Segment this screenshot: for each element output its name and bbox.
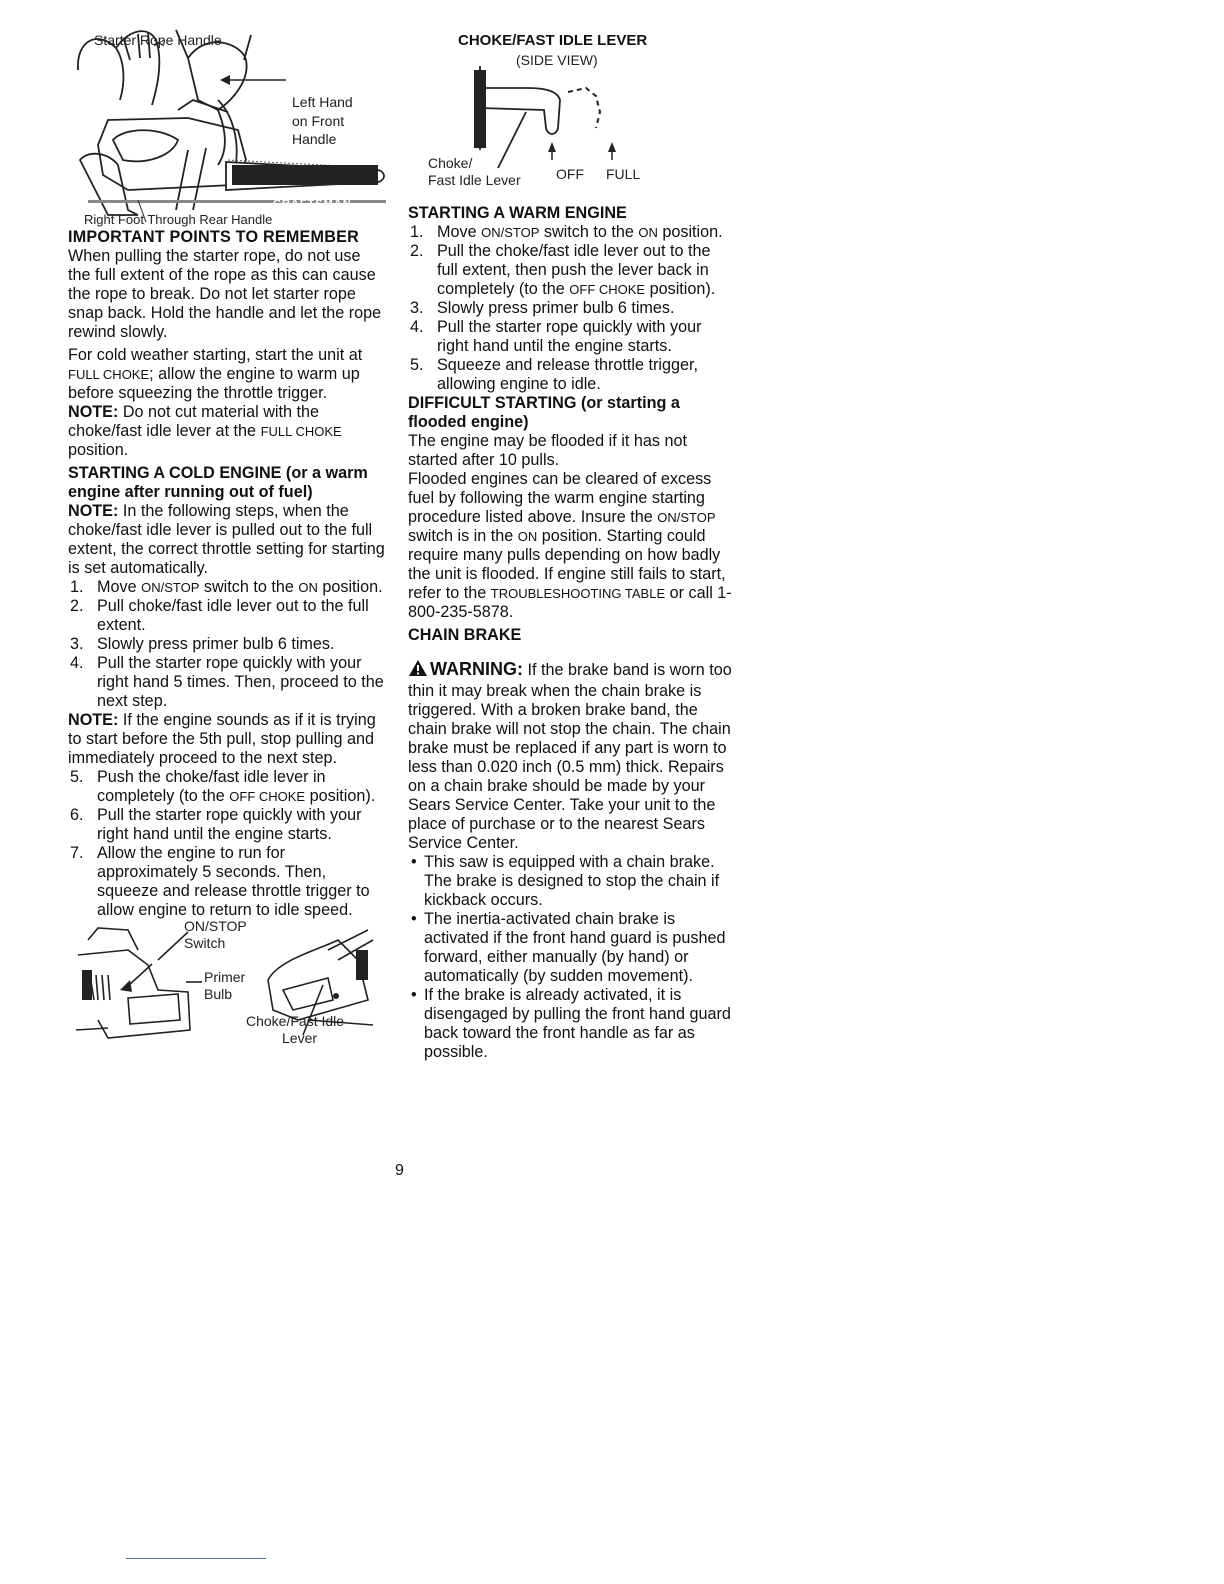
warning-word: WARNING:	[430, 659, 523, 679]
warm-engine-steps	[408, 223, 734, 394]
list-item: 7. Allow the engine to run for approximately 5 seconds. Then, squeeze and release throttle trigger to allow engine to return to idle speed.	[70, 844, 370, 919]
list-item: 1. Move ON/STOP switch to the ON position.	[410, 223, 723, 241]
left-hand-label-3: Handle	[292, 131, 337, 147]
difficult-starting-heading: DIFFICULT STARTING (or starting a flooded engine)	[408, 394, 680, 431]
list-item: 4. Pull the starter rope quickly with your right hand 5 times. Then, proceed to the next step.	[70, 654, 384, 710]
warning-paragraph: WARNING: If the brake band is worn too thin it may break when the chain brake is triggered. With a broken brake band, the chain brake will not stop the chain. The chain brake must be replaced if any part is worn to less than 0.020 inch (0.5 mm) thick. Repairs on a chain brake should be made by your Sears Service Center. Take your unit to the place of purchase or to the nearest Sears Service Center.	[408, 659, 732, 852]
primer-label-2: Bulb	[204, 986, 233, 1002]
starting-position-figure	[68, 0, 386, 228]
chain-brake-heading: CHAIN BRAKE	[408, 626, 522, 644]
cold-engine-heading: STARTING A COLD ENGINE (or a warm engine after running out of fuel)	[68, 464, 368, 501]
right-foot-label: Right Foot Through Rear Handle	[84, 212, 273, 227]
list-item: 5. Squeeze and release throttle trigger, allowing engine to idle.	[410, 356, 698, 393]
footer-rule	[126, 1558, 266, 1559]
choke-label-2: Fast Idle Lever	[428, 172, 521, 188]
list-item: 4. Pull the starter rope quickly with your right hand until the engine starts.	[410, 318, 702, 355]
full-label: FULL	[606, 166, 641, 182]
important-note: NOTE: Do not cut material with the choke/fast idle lever at the FULL CHOKE position.	[68, 403, 342, 459]
right-column	[408, 0, 734, 1062]
primer-label-1: Primer	[204, 969, 246, 985]
list-item: • If the brake is already activated, it is disengaged by pulling the front hand guard back toward the front handle as far as possible.	[411, 986, 731, 1061]
list-item: 5. Push the choke/fast idle lever in completely (to the OFF CHOKE position).	[70, 768, 376, 805]
cold-engine-steps-b	[68, 768, 386, 920]
important-paragraph-1: When pulling the starter rope, do not use the full extent of the rope as this can cause the rope to break. Do not let starter rope snap back. Hold the handle and let the rope rewind slowly.	[68, 247, 382, 341]
choke-lever-label-2: Lever	[282, 1030, 318, 1046]
list-item: • The inertia-activated chain brake is activated if the front hand guard is pushed forward, either manually (by hand) or automatically (by sudden movement).	[411, 910, 726, 985]
left-hand-label-2: on Front	[292, 113, 345, 129]
choke-figure-subtitle: (SIDE VIEW)	[516, 52, 598, 68]
list-item: 6. Pull the starter rope quickly with your right hand until the engine starts.	[70, 806, 362, 843]
brand-logo: CRAFTSMAN	[273, 198, 352, 210]
starter-rope-label: Starter Rope Handle	[94, 32, 222, 48]
page-number: 9	[395, 1162, 404, 1179]
choke-figure-title: CHOKE/FAST IDLE LEVER	[458, 32, 648, 49]
controls-figure	[68, 920, 386, 1050]
list-item: 3. Slowly press primer bulb 6 times.	[410, 299, 675, 317]
list-item: 2. Pull choke/fast idle lever out to the full extent.	[70, 597, 369, 634]
list-item: 1. Move ON/STOP switch to the ON position.	[70, 578, 383, 596]
left-column	[68, 0, 386, 1050]
warning-triangle-icon	[408, 659, 428, 682]
onstop-label-2: Switch	[184, 935, 226, 951]
important-paragraph-2: For cold weather starting, start the unit at FULL CHOKE; allow the engine to warm up before squeezing the throttle trigger.	[68, 346, 363, 402]
cold-engine-steps-a	[68, 578, 386, 711]
choke-lever-figure	[408, 0, 734, 204]
left-hand-label-1: Left Hand	[292, 94, 353, 110]
onstop-label-1: ON/STOP	[184, 918, 247, 934]
list-item: 2. Pull the choke/fast idle lever out to the full extent, then push the lever back in completely (to the OFF CHOKE position).	[410, 242, 716, 298]
difficult-paragraph-1: The engine may be flooded if it has not started after 10 pulls.	[408, 432, 687, 469]
important-heading: IMPORTANT POINTS TO REMEMBER	[68, 228, 359, 246]
difficult-paragraph-2: Flooded engines can be cleared of excess fuel by following the warm engine starting procedure listed above. Insure the ON/STOP switch is in the ON position. Starting could require many pulls depending on how badly the unit is flooded. If engine still fails to start, refer to the TROUBLESHOOTING TABLE or call 1-800-235-5878.	[408, 470, 732, 621]
chain-brake-bullets	[408, 853, 734, 1062]
cold-engine-note-2: NOTE: If the engine sounds as if it is trying to start before the 5th pull, stop pulling and immediately proceed to the next step.	[68, 711, 376, 767]
cold-engine-note: NOTE: In the following steps, when the choke/fast idle lever is pulled out to the full extent, the correct throttle setting for starting is set automatically.	[68, 502, 385, 577]
choke-label-1: Choke/	[428, 155, 473, 171]
warm-engine-heading: STARTING A WARM ENGINE	[408, 204, 627, 222]
list-item: • This saw is equipped with a chain brake. The brake is designed to stop the chain if kickback occurs.	[411, 853, 720, 909]
off-label: OFF	[556, 166, 584, 182]
list-item: 3. Slowly press primer bulb 6 times.	[70, 635, 335, 653]
choke-lever-label-1: Choke/Fast Idle	[246, 1013, 345, 1029]
